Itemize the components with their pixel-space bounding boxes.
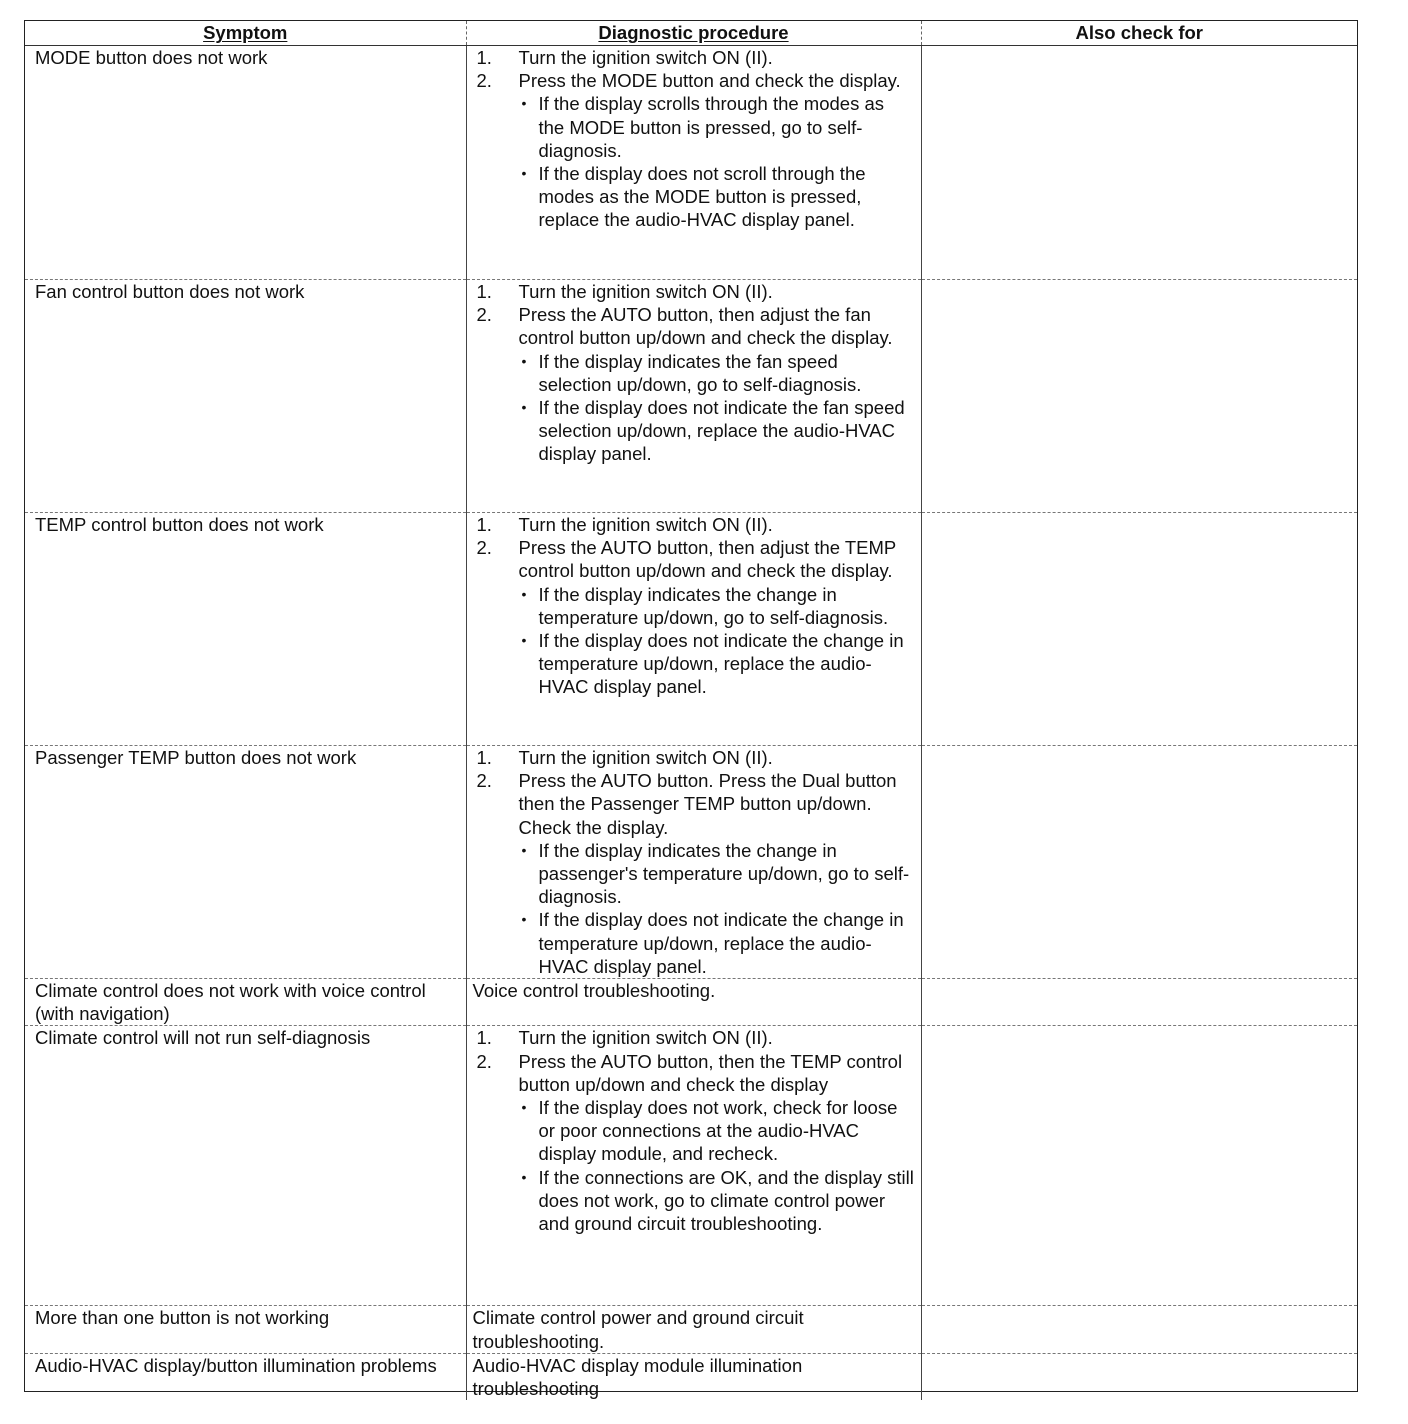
table-row: [25, 46, 1357, 280]
step-text: Turn the ignition switch ON (II).: [518, 514, 773, 535]
procedure-cell: Climate control power and ground circuit troubleshooting.: [466, 1306, 921, 1353]
table-row: [25, 1306, 1357, 1353]
table-row: [25, 746, 1357, 979]
step-number: 1.: [476, 1027, 492, 1049]
step-number: 2.: [476, 537, 492, 559]
step-number: 1.: [476, 747, 492, 768]
step-text: Press the AUTO button, then the TEMP control button up/down and check the display: [518, 1050, 903, 1095]
procedure-step: [477, 746, 915, 769]
step-bullets: [519, 583, 915, 699]
header-symptom: Symptom: [25, 21, 466, 46]
bullet-item: • If the display indicates the change in temperature up/down, go to self-diagnosis.: [519, 583, 915, 629]
step-text: Press the AUTO button. Press the Dual button then the Passenger TEMP button up/down. Check the display.: [518, 770, 897, 838]
step-bullets: [519, 350, 915, 466]
procedure-cell: [466, 1026, 921, 1306]
symptom-cell: More than one button is not working: [25, 1306, 466, 1353]
symptom-cell: Climate control will not run self-diagnosis: [25, 1026, 466, 1306]
also-check-cell: [921, 280, 1357, 513]
procedure-cell: [466, 513, 921, 746]
procedure-step: [477, 1026, 915, 1049]
step-bullets: [519, 92, 915, 231]
step-number: 1.: [476, 281, 492, 302]
step-bullets: [519, 839, 915, 978]
procedure-cell: Audio-HVAC display module illumination troubleshooting: [466, 1353, 921, 1400]
also-check-cell: [921, 1306, 1357, 1353]
table-row: [25, 513, 1357, 746]
symptom-cell: Climate control does not work with voice control (with navigation): [25, 979, 466, 1026]
bullet-item: • If the display does not indicate the fan speed selection up/down, replace the audio-HVAC display panel.: [519, 396, 915, 466]
bullet-item: • If the display indicates the change in passenger's temperature up/down, go to self-diagnosis.: [519, 839, 915, 909]
procedure-step: [477, 513, 915, 536]
step-number: 2.: [476, 770, 492, 792]
symptom-cell: TEMP control button does not work: [25, 513, 466, 746]
bullet-item: • If the connections are OK, and the display still does not work, go to climate control power and ground circuit troubleshooting.: [519, 1166, 915, 1236]
step-text: Turn the ignition switch ON (II).: [518, 1027, 773, 1049]
step-text: Press the AUTO button, then adjust the fan control button up/down and check the display.: [518, 304, 893, 349]
header-row: [25, 21, 1357, 46]
procedure-steps: [477, 280, 915, 466]
step-text: Turn the ignition switch ON (II).: [518, 747, 773, 768]
step-text: Press the MODE button and check the display.: [518, 70, 901, 92]
table-row: [25, 1026, 1357, 1306]
procedure-step: [477, 1050, 915, 1236]
troubleshooting-table: [25, 21, 1357, 1400]
procedure-cell: [466, 746, 921, 979]
procedure-cell: [466, 46, 921, 280]
step-text: Turn the ignition switch ON (II).: [518, 47, 773, 68]
table-row: [25, 979, 1357, 1026]
also-check-cell: [921, 1353, 1357, 1400]
bullet-item: • If the display does not indicate the change in temperature up/down, replace the audio-HVAC display panel.: [519, 629, 915, 699]
procedure-steps: [477, 1026, 915, 1235]
also-check-cell: [921, 746, 1357, 979]
bullet-item: • If the display does not indicate the change in temperature up/down, replace the audio-HVAC display panel.: [519, 908, 915, 978]
table-row: [25, 280, 1357, 513]
procedure-cell: [466, 280, 921, 513]
procedure-step: [477, 280, 915, 303]
step-number: 1.: [476, 514, 492, 535]
symptom-cell: MODE button does not work: [25, 46, 466, 280]
step-bullets: [519, 1096, 915, 1235]
symptom-cell: Audio-HVAC display/button illumination problems: [25, 1353, 466, 1400]
troubleshooting-table-frame: [24, 20, 1358, 1400]
table-row: [25, 1353, 1357, 1400]
procedure-steps: [477, 746, 915, 978]
procedure-steps: [477, 46, 915, 232]
also-check-cell: [921, 513, 1357, 746]
bullet-item: • If the display scrolls through the modes as the MODE button is pressed, go to self-diagnosis.: [519, 92, 915, 162]
procedure-step: [477, 536, 915, 698]
step-number: 2.: [476, 70, 492, 92]
bullet-item: • If the display does not work, check for loose or poor connections at the audio-HVAC display module, and recheck.: [519, 1096, 915, 1166]
step-text: Press the AUTO button, then adjust the TEMP control button up/down and check the display.: [518, 537, 896, 582]
header-also-check: Also check for: [921, 21, 1357, 46]
header-procedure: Diagnostic procedure: [466, 21, 921, 46]
also-check-cell: [921, 46, 1357, 280]
symptom-cell: Fan control button does not work: [25, 280, 466, 513]
bullet-item: • If the display does not scroll through the modes as the MODE button is pressed, replace the audio-HVAC display panel.: [519, 162, 915, 232]
procedure-steps: [477, 513, 915, 699]
procedure-step: [477, 69, 915, 231]
procedure-cell: Voice control troubleshooting.: [466, 979, 921, 1026]
symptom-cell: Passenger TEMP button does not work: [25, 746, 466, 979]
bullet-item: • If the display indicates the fan speed selection up/down, go to self-diagnosis.: [519, 350, 915, 396]
also-check-cell: [921, 1026, 1357, 1306]
also-check-cell: [921, 979, 1357, 1026]
step-text: Turn the ignition switch ON (II).: [518, 281, 773, 302]
step-number: 2.: [476, 304, 492, 326]
procedure-step: [477, 769, 915, 978]
procedure-step: [477, 46, 915, 69]
step-number: 2.: [476, 1050, 492, 1072]
procedure-step: [477, 303, 915, 465]
step-number: 1.: [476, 47, 492, 68]
